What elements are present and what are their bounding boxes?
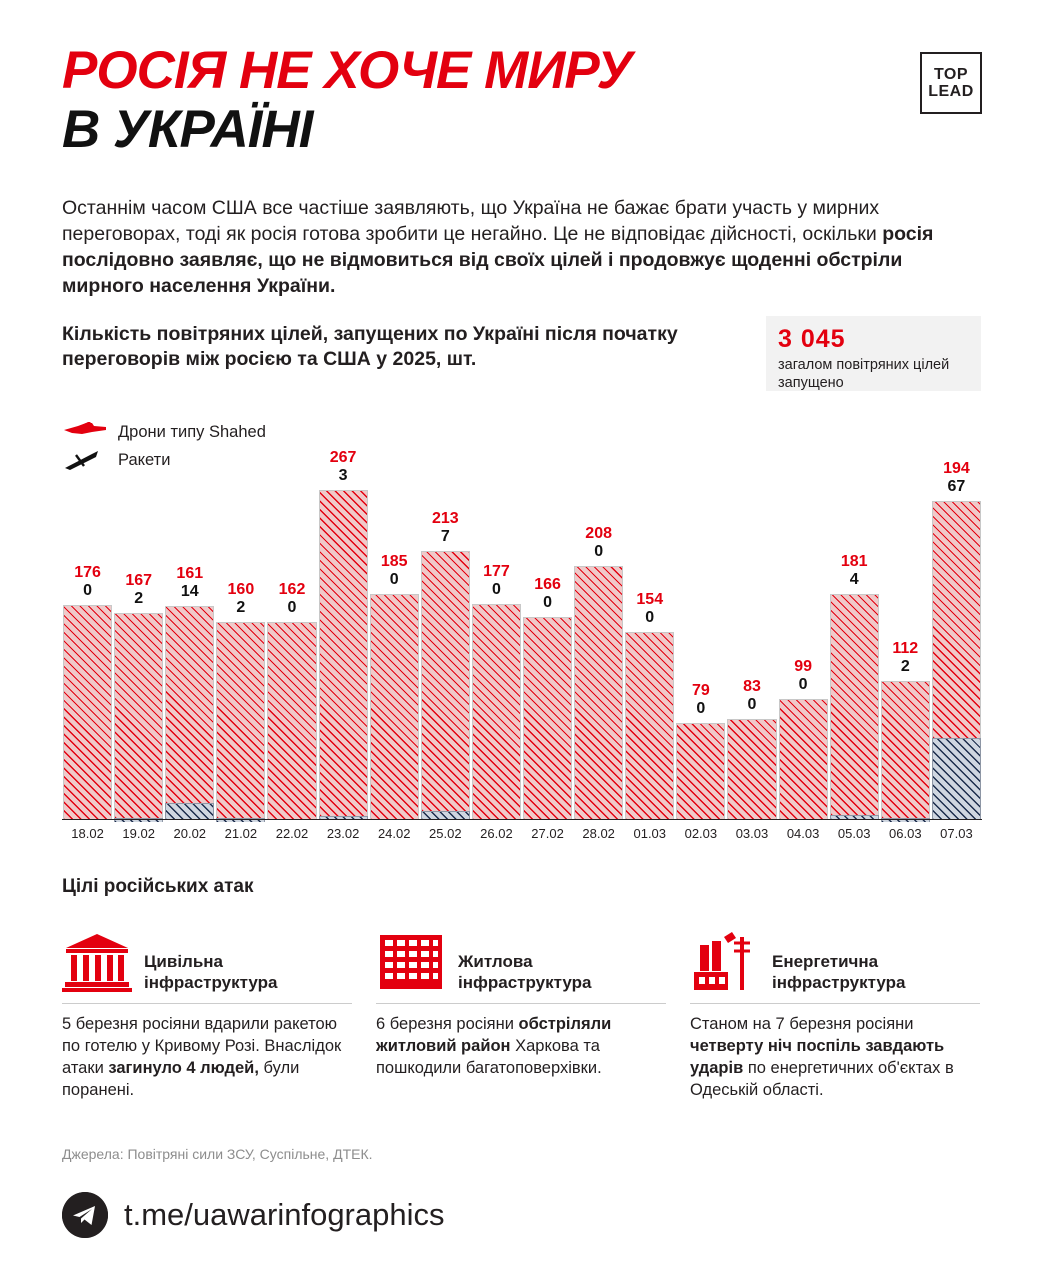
card-text-residential [376,1013,666,1079]
total-value: 3 045 [778,325,846,353]
bar-stack [267,581,316,820]
bar-label-drones: 154 [636,590,664,608]
total-box [766,316,981,391]
bar-label-rockets: 0 [594,542,604,560]
power-plant-icon [690,931,760,993]
bar-stack [216,581,265,820]
bar-column [164,420,215,820]
x-axis-label: 22.02 [275,826,309,841]
bar-stack [370,552,419,820]
bar-stack [472,562,521,820]
bar-chart-bars [62,420,982,820]
total-caption: загалом повітряних цілей запущено [778,357,950,391]
bar-segment-drones [625,632,674,820]
bar-column [369,420,420,820]
bar-label-drones: 83 [743,677,761,695]
bar-column [62,420,113,820]
bar-stack [574,524,623,820]
toplead-logo [920,52,982,114]
card-energy-infrastructure [690,925,980,1101]
bar-column [675,420,726,820]
x-axis-label: 23.02 [326,826,360,841]
bar-label-rockets: 0 [491,580,501,598]
bar-stack [523,576,572,820]
bar-segment-drones [727,719,776,820]
bar-label-drones: 208 [585,524,612,542]
x-axis-label: 21.02 [224,826,258,841]
bar-label-rockets: 0 [645,608,655,626]
rocket-icon [62,449,110,471]
bar-stack [676,682,725,820]
card-head [690,925,980,993]
bar-column [624,420,675,820]
bar-column [215,420,266,820]
bar-label-rockets: 4 [849,570,859,588]
bar-stack [727,677,776,820]
bar-label-drones: 177 [483,562,510,580]
telegram-footer[interactable] [62,1192,445,1238]
card-title-energy: Енергетична інфраструктура [772,952,906,992]
x-axis-label: 28.02 [582,826,615,841]
chart-legend [62,418,482,474]
bar-segment-drones [779,699,828,820]
card-text-residential-bold: обстріляли житловий район [376,1015,612,1055]
bar-segment-rockets [165,803,214,820]
bar-label-rockets: 7 [440,528,450,546]
legend-item-rockets [62,446,482,474]
bar-label-drones: 166 [534,576,561,594]
bar-label-drones: 161 [176,565,204,583]
card-residential-infrastructure [376,925,666,1101]
bar-stack [421,510,470,820]
card-text-energy [690,1013,980,1101]
bar-label-drones: 162 [278,581,306,598]
bar-label-rockets: 0 [543,594,552,612]
bar-label-rockets: 0 [798,676,808,693]
card-head [62,925,352,993]
x-axis-label: 19.02 [122,826,155,841]
title-line-1: РОСІЯ НЕ ХОЧЕ МИРУ [62,41,632,100]
bar-label-drones: 167 [125,572,153,590]
card-text-residential-post: Харкова та пошкодили багатоповерхівки. [376,1037,602,1077]
bar-segment-drones [676,723,725,820]
bar-label-rockets: 67 [947,478,966,495]
legend-label-rockets: Ракети [118,450,171,469]
bar-stack [165,565,214,820]
bar-label-drones: 160 [227,581,255,598]
bar-label-drones: 181 [840,552,868,570]
bar-stack [63,563,112,820]
bar-segment-drones [421,551,470,811]
card-text-energy-bold: четверту ніч поспіль завдають ударів [690,1037,945,1077]
sources-note: Джерела: Повітряні сили ЗСУ, Суспільне, ДТЕК. [62,1146,373,1162]
bar-column [522,420,573,820]
bar-label-rockets: 0 [83,581,92,599]
card-title-residential: Житлова інфраструктура [458,952,592,992]
bar-label-drones: 267 [329,449,357,466]
targets-cards [62,925,982,1101]
bar-stack [779,658,828,820]
card-body-residential [376,1003,666,1079]
bar-label-rockets: 0 [389,570,399,588]
card-text-energy-pre: Станом на 7 березня росіяни [690,1015,914,1033]
bar-segment-drones [523,617,572,820]
bar-label-drones: 213 [431,510,459,528]
bar-column [726,420,777,820]
x-axis-label: 01.03 [633,826,667,841]
bar-column [318,420,369,820]
x-axis-label: 25.02 [429,826,462,841]
bar-label-rockets: 2 [900,657,910,675]
bar-segment-drones [165,606,214,803]
card-text-energy-post: по енергетичних об'єктах в Одеській області. [690,1059,954,1099]
bar-column [113,420,164,820]
bar-column [880,420,931,820]
bar-column [829,420,880,820]
telegram-handle[interactable]: t.me/uawarinfographics [124,1197,445,1232]
bar-chart [62,420,982,820]
x-axis-label: 05.03 [837,826,871,841]
legend-label-drones: Дрони типу Shahed [118,422,266,441]
card-text-civil-pre: 5 березня росіяни вдарили ракетою по готелю у Кривому Розі. Внаслідок атаки [62,1015,342,1077]
card-head [376,925,666,993]
logo-top-text: TOP [933,66,969,83]
bar-label-rockets: 2 [134,590,144,608]
card-text-civil-bold: загинуло 4 людей, [108,1059,259,1077]
chart-x-axis-labels [62,826,982,841]
bar-stack [319,449,368,820]
card-body-civil [62,1003,352,1101]
bar-segment-drones [881,681,930,818]
card-text-civil [62,1013,352,1101]
bar-segment-drones [574,566,623,820]
bar-label-rockets: 14 [180,583,199,601]
intro-text-bold: росія послідовно заявляє, що не відмовиться від своїх цілей і продовжує щоденні обстріли мирного населення України. [62,223,934,297]
bar-stack [881,639,930,820]
civil-building-icon [62,931,132,993]
x-axis-label: 02.03 [684,826,718,841]
x-axis-label: 20.02 [173,826,207,841]
bar-segment-drones [63,605,112,820]
bar-stack [625,590,674,820]
shahed-drone-icon [62,421,110,443]
x-axis-label: 24.02 [377,826,411,841]
bar-column [573,420,624,820]
bar-segment-drones [370,594,419,820]
bar-segment-rockets [932,738,981,820]
title-line-2: В УКРАЇНІ [62,100,313,159]
x-axis-label: 26.02 [480,826,513,841]
bar-label-rockets: 0 [747,695,757,713]
bar-stack [932,460,981,820]
x-axis-label: 06.03 [889,826,922,841]
apartment-block-icon [376,931,446,993]
bar-segment-drones [319,490,368,816]
bar-label-drones: 176 [74,563,101,581]
header [62,41,982,159]
bar-column [420,420,471,820]
x-axis-label: 04.03 [786,826,820,841]
x-axis-label: 18.02 [71,826,104,841]
bar-label-rockets: 0 [696,700,706,718]
bar-column [266,420,317,820]
x-axis-label: 07.03 [940,826,973,841]
bar-column [471,420,522,820]
bar-stack [114,572,163,820]
bar-segment-drones [114,613,163,817]
intro-paragraph [62,195,982,299]
bar-label-drones: 112 [892,639,919,657]
bar-label-drones: 79 [691,682,710,700]
intro-text-regular: Останнім часом США все частіше заявляють, що Україна не бажає брати участь у мирних переговорах, тоді як росія готова зробити це негайно. Це не відповідає дійсності, оскільки [62,197,883,245]
bar-label-drones: 185 [380,552,408,570]
bar-label-drones: 99 [794,658,812,675]
telegram-icon [62,1192,108,1238]
chart-heading: Кількість повітряних цілей, запущених по Україні після початку переговорів між росією та США у 2025, шт. [62,323,678,370]
legend-item-drones [62,418,482,446]
card-text-residential-pre: 6 березня росіяни [376,1015,519,1033]
x-axis-label: 03.03 [735,826,769,841]
bar-column [931,420,982,820]
chart-axis-line [62,819,982,820]
bar-stack [830,552,879,820]
bar-segment-drones [472,604,521,820]
card-body-energy [690,1003,980,1101]
card-text-civil-post: були поранені. [62,1059,300,1099]
bar-segment-drones [267,622,316,820]
bar-label-drones: 194 [943,460,970,477]
bar-column [778,420,829,820]
bar-segment-drones [830,594,879,815]
targets-title: Цілі російських атак [62,876,254,897]
card-title-civil: Цивільна інфраструктура [144,952,278,992]
bar-segment-drones [932,501,981,738]
bar-label-rockets: 2 [236,599,246,616]
bar-segment-drones [216,622,265,818]
bar-label-rockets: 0 [287,599,297,616]
x-axis-label: 27.02 [531,826,564,841]
logo-bottom-text: LEAD [928,83,974,100]
card-civil-infrastructure [62,925,352,1101]
bar-label-rockets: 3 [338,467,348,484]
page-title [62,41,982,159]
